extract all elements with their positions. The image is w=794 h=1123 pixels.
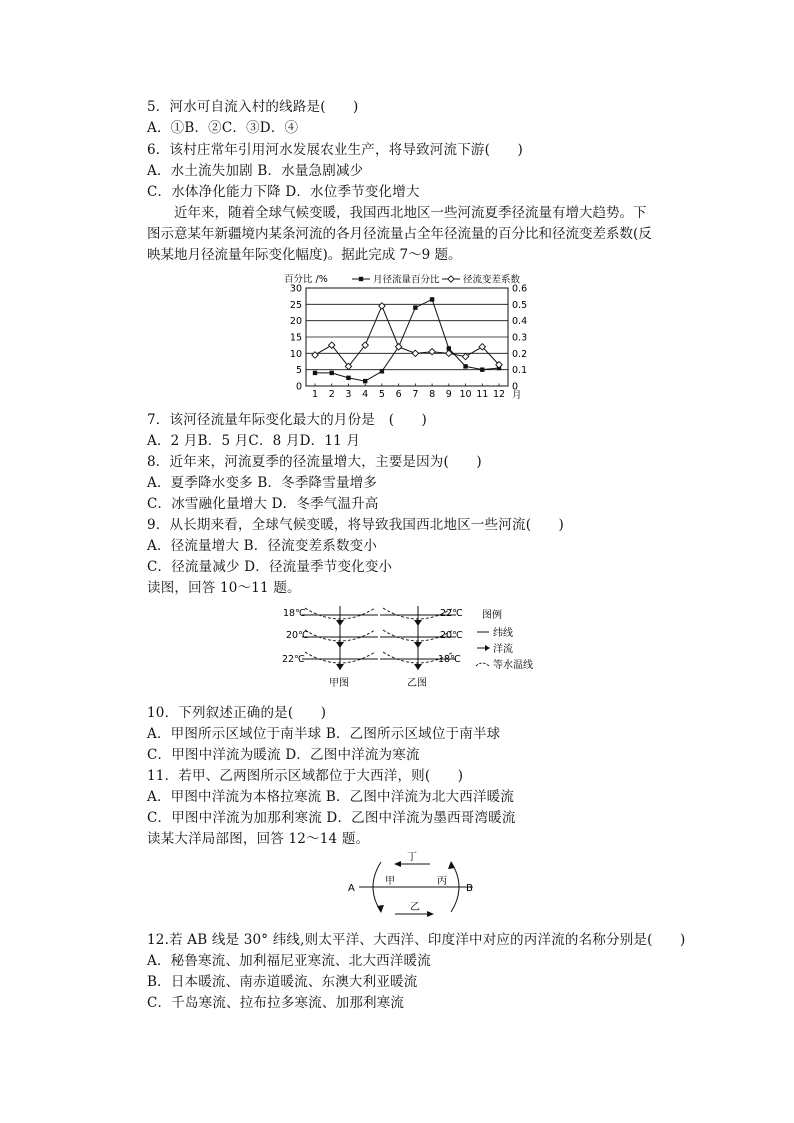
- x-tick-label: 2: [328, 389, 335, 400]
- chart-legend: [352, 274, 521, 286]
- jia-panel: [282, 606, 378, 689]
- arrow-head: [414, 620, 422, 626]
- question-7: 7．该河径流量年际变化最大的月份是 ( ): [147, 412, 428, 428]
- data-point-square: [363, 379, 367, 383]
- point-b-label: B: [466, 883, 473, 894]
- legend-isotherm-swatch: [476, 663, 489, 666]
- question-10-option-cd: C．甲图中洋流为暖流 D．乙图中洋流为寒流: [147, 747, 420, 763]
- runoff-chart: [280, 266, 530, 406]
- arrow-head: [336, 664, 344, 670]
- x-tick-label: 8: [429, 389, 436, 400]
- x-tick-label: 1: [311, 389, 319, 400]
- arrow-head: [336, 642, 344, 648]
- data-point-diamond: [395, 344, 401, 350]
- bing-label: 丙: [437, 876, 447, 887]
- x-tick-label: 6: [395, 389, 402, 400]
- arrow-head: [394, 861, 401, 867]
- x-axis-label: 月: [512, 390, 522, 401]
- question-8: 8．近年来，河流夏季的径流量增大，主要是因为( ): [147, 454, 482, 470]
- x-tick-label: 7: [412, 389, 419, 400]
- x-tick-label: 3: [345, 389, 352, 400]
- question-8-option-ab: A．夏季降水变多 B．冬季降雪量增多: [147, 475, 378, 491]
- yi-temp-3: 18℃: [438, 654, 461, 665]
- y-right-tick-label: 0.3: [512, 332, 528, 344]
- question-10: 10．下列叙述正确的是( ): [147, 705, 327, 721]
- arrow-head: [336, 620, 344, 626]
- question-11-option-cd: C．甲图中洋流为加那利寒流 D．乙图中洋流为墨西哥湾暖流: [147, 810, 516, 826]
- ocean-local-diagram: [345, 848, 485, 920]
- data-point-square: [330, 371, 334, 375]
- point-a-label: A: [348, 883, 355, 894]
- jia-label: 甲图: [329, 678, 349, 689]
- y-left-tick-label: 25: [289, 299, 302, 311]
- arrow-head: [414, 664, 422, 670]
- series-line-1: [315, 306, 499, 366]
- data-point-square: [313, 371, 317, 375]
- data-point-square: [463, 364, 467, 368]
- x-tick-label: 9: [445, 389, 452, 400]
- question-7-options: A．2 月B．5 月C．8 月D．11 月: [147, 433, 361, 449]
- data-point-diamond: [379, 303, 385, 309]
- question-9-option-ab: A．径流量增大 B．径流变差系数变小: [147, 538, 378, 554]
- question-12: 12.若 AB 线是 30° 纬线,则太平洋、大西洋、印度洋中对应的丙洋流的名称分别是( ): [147, 932, 686, 948]
- question-5: 5．河水可自流入村的线路是( ): [147, 99, 359, 115]
- yi-label: 乙: [410, 902, 420, 913]
- question-10-option-ab: A．甲图所示区域位于南半球 B．乙图所示区域位于南半球: [147, 726, 501, 742]
- chart-grid: [306, 288, 508, 386]
- question-5-options: A．①B．②C．③D．④: [147, 120, 299, 136]
- jia-label: 甲: [385, 876, 395, 887]
- x-tick-label: 4: [362, 389, 369, 400]
- question-6: 6．该村庄常年引用河水发展农业生产，将导致河流下游( ): [147, 142, 523, 158]
- diagram-legend: [476, 608, 533, 671]
- ocean-current-diagram: [280, 600, 550, 695]
- arrow-head: [414, 642, 422, 648]
- question-12-option-a: A．秘鲁寒流、加利福尼亚寒流、北大西洋暖流: [147, 953, 431, 969]
- legend-swatch-square: [359, 277, 363, 281]
- y-right-tick-label: 0.2: [512, 348, 528, 360]
- y-left-tick-label: 30: [289, 283, 302, 295]
- data-point-square: [413, 305, 417, 309]
- question-6-option-cd: C．水体净化能力下降 D．水位季节变化增大: [147, 184, 420, 200]
- legend-swatch-diamond: [448, 276, 454, 282]
- legend-arrow-icon: [485, 645, 490, 651]
- question-12-option-c: C．千岛寒流、拉布拉多寒流、加那利寒流: [147, 995, 405, 1011]
- jia-temp-2: 20℃: [286, 630, 309, 641]
- y-right-tick-label: 0.4: [512, 316, 528, 328]
- y-left-tick-label: 10: [289, 348, 302, 360]
- data-point-square: [480, 367, 484, 371]
- y-left-tick-label: 20: [289, 316, 302, 328]
- x-tick-label: 10: [459, 389, 472, 400]
- legend-isotherm: 等水温线: [493, 660, 533, 671]
- y-right-tick-label: 0: [512, 381, 519, 393]
- series-line-0: [315, 299, 499, 381]
- legend-title: 图例: [482, 610, 502, 621]
- legend-latitude: 纬线: [493, 628, 513, 639]
- read-prompt-10-11: 读图，回答 10～11 题。: [147, 580, 301, 596]
- chart-series: [312, 297, 502, 383]
- legend-current: 洋流: [493, 644, 513, 655]
- ding-label: 丁: [407, 852, 417, 863]
- arrow-head: [427, 911, 434, 917]
- intro-7-9: 近年来，随着全球气候变暖，我国西北地区一些河流夏季径流量有增大趋势。下图示意某年新疆境内某条河流的各月径流量占全年径流量的百分比和径流变差系数(反映某地月径流量年际变化幅度)。据此完成 7～9 题。: [147, 205, 652, 263]
- y-right-tick-label: 0.6: [512, 283, 528, 295]
- data-point-diamond: [462, 353, 468, 359]
- read-prompt-12-14: 读某大洋局部图，回答 12～14 题。: [147, 831, 370, 847]
- question-12-option-b: B．日本暖流、南赤道暖流、东澳大利亚暖流: [147, 974, 418, 990]
- question-11-option-ab: A．甲图中洋流为本格拉寒流 B．乙图中洋流为北大西洋暖流: [147, 789, 515, 805]
- yi-temp-2: 20℃: [440, 630, 463, 641]
- data-point-diamond: [312, 352, 318, 358]
- question-9-option-cd: C．径流量减少 D．径流量季节变化变小: [147, 559, 393, 575]
- yi-label: 乙图: [407, 678, 427, 689]
- data-point-diamond: [429, 349, 435, 355]
- yi-panel: [380, 606, 463, 689]
- arrow-head: [377, 905, 384, 913]
- y-right-tick-label: 0.5: [512, 299, 528, 311]
- question-11: 11．若甲、乙两图所示区域都位于大西洋，则( ): [147, 768, 464, 784]
- data-point-square: [430, 297, 434, 301]
- arrow-head: [448, 861, 455, 869]
- data-point-square: [380, 369, 384, 373]
- data-point-diamond: [412, 350, 418, 356]
- yi-temp-1: 22℃: [440, 608, 463, 619]
- question-6-option-ab: A．水土流失加剧 B．水量急剧减少: [147, 163, 364, 179]
- jia-temp-3: 22℃: [282, 654, 305, 665]
- jia-temp-1: 18℃: [283, 608, 306, 619]
- x-tick-label: 11: [476, 389, 489, 400]
- y-left-tick-label: 0: [295, 381, 302, 393]
- y-left-tick-label: 5: [295, 365, 302, 377]
- legend-label: 径流变差系数: [463, 274, 521, 286]
- data-point-square: [346, 376, 350, 380]
- x-tick-label: 12: [492, 389, 506, 400]
- question-8-option-cd: C．冰雪融化量增大 D．冬季气温升高: [147, 496, 379, 512]
- question-9: 9．从长期来看，全球气候变暖，将导致我国西北地区一些河流( ): [147, 517, 565, 533]
- x-tick-label: 5: [378, 389, 385, 400]
- y-left-tick-label: 15: [289, 332, 302, 344]
- y-left-axis-label: 百分比 /%: [284, 274, 328, 285]
- y-right-tick-label: 0.1: [512, 365, 528, 377]
- legend-label: 月径流量百分比: [373, 274, 440, 286]
